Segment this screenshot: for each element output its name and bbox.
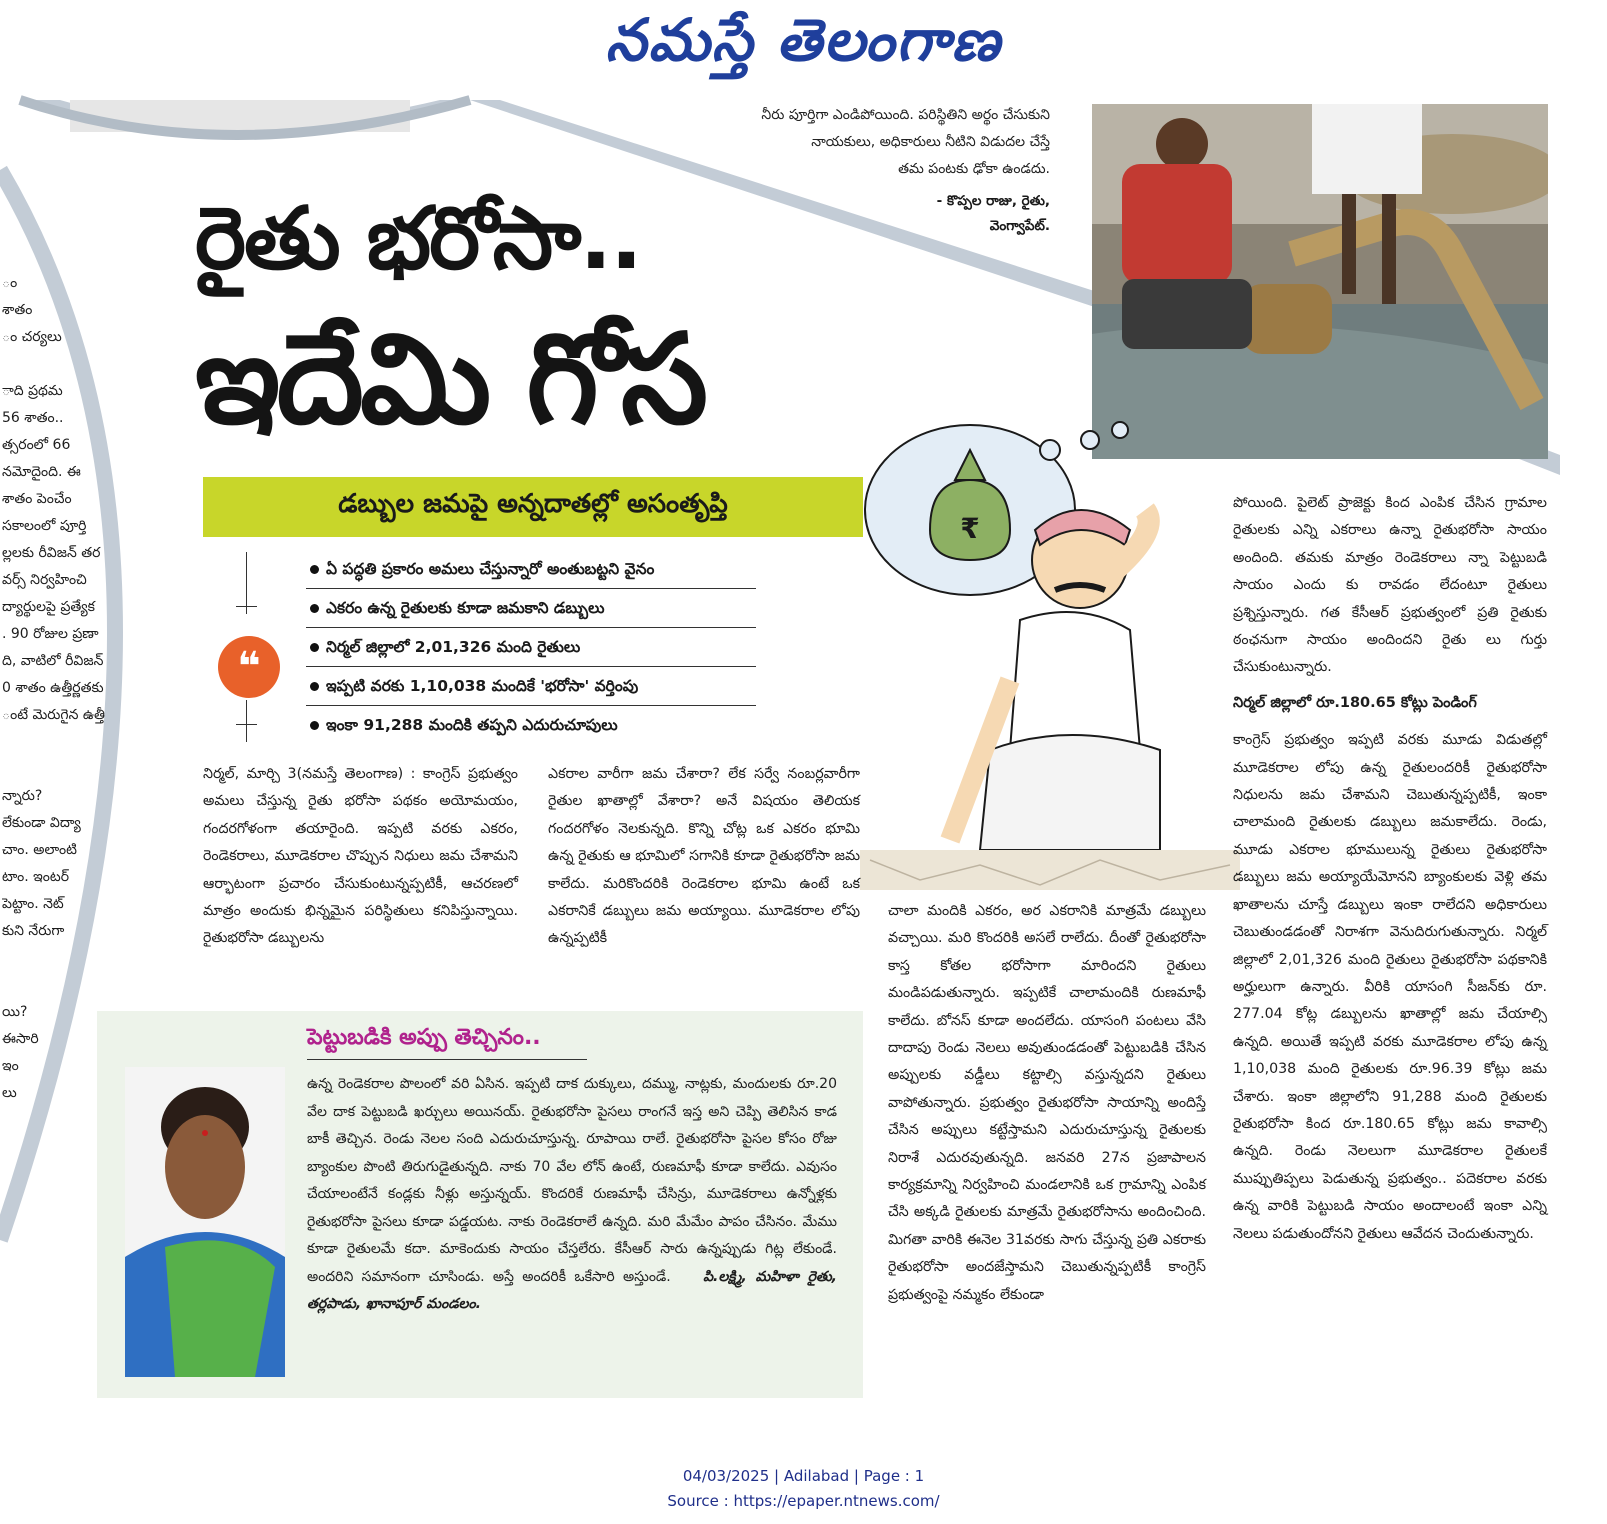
adjacent-article-line: నమోదైంది. ఈ	[2, 464, 81, 480]
key-point: ఎకరం ఉన్న రైతులకు కూడా జమకాని డబ్బులు	[306, 589, 756, 628]
adjacent-article-line	[2, 351, 142, 378]
headline-line1: రైతు భరోసా..	[195, 189, 641, 289]
testimony-title: పెట్టుబడికి అప్పు తెచ్చినం..	[307, 1025, 541, 1050]
adjacent-article-line: న్నారు?	[2, 788, 43, 804]
adjacent-article-line: శాతం పెంచేం	[2, 491, 72, 507]
testimony-text	[307, 1071, 837, 1319]
timeline-tick	[236, 606, 257, 607]
quote-line: తమ పంటకు ఢోకా ఉండదు.	[898, 161, 1050, 177]
masthead-title: నమస్తే తెలంగాణ	[605, 6, 1002, 74]
adjacent-article-line	[2, 729, 142, 756]
quote-line: నీరు పూర్తిగా ఎండిపోయింది. పరిస్థితిని అర్థం చేసుకుని	[761, 107, 1050, 123]
subheadline-text: డబ్బుల జమపై అన్నదాతల్లో అసంతృప్తి	[338, 489, 728, 519]
timeline-tick-lower	[236, 724, 257, 725]
key-point: ఇప్పటి వరకు 1,10,038 మందికే 'భరోసా' వర్తింపు	[306, 667, 756, 706]
adjacent-article-line: శాతం	[2, 302, 33, 318]
adjacent-article-line: టాం. ఇంటర్	[2, 869, 70, 885]
adjacent-article-line: కుని నేరుగా	[2, 923, 65, 939]
article-text: నిర్మల్, మార్చి 3(నమస్తే తెలంగాణ) : కాంగ్రెస్ ప్రభుత్వం అమలు చేస్తున్న రైతు భరోసా పథకం అయోమయం, గందరగోళంగా తయారైంది. ఇప్పటి వరకు ఎకరం, రెండెకరాలు, మూడెకరాల చొప్పున నిధులు జమ చేశామని ఆర్భాటంగా ప్రచారం చేసుకుంటున్నప్పటికీ, ఆచరణలో మాత్రం అందుకు భిన్నమైన పరిస్థితులు కనిపిస్తున్నాయి. రైతుభరోసా డబ్బులను	[203, 766, 518, 947]
article-column-4	[1233, 490, 1547, 1248]
key-points-list	[306, 550, 756, 744]
headline-line2: ఇదేమి గోస	[195, 308, 705, 452]
page-footer	[0, 1464, 1607, 1514]
adjacent-article-line: 0 శాతం ఉత్తీర్ణతకు	[2, 680, 104, 696]
key-point: ఏ పద్ధతి ప్రకారం అమలు చేస్తున్నారో అంతుబట్టని వైనం	[306, 550, 756, 589]
title-underline	[307, 1059, 587, 1060]
key-point: నిర్మల్ జిల్లాలో 2,01,326 మంది రైతులు	[306, 628, 756, 667]
adjacent-article-line: ంటే మెరుగైన ఉత్తీ	[2, 707, 105, 723]
adjacent-article-line: ం చర్యలు	[2, 329, 62, 345]
quote-mark-icon	[218, 636, 280, 698]
rupee-symbol: ₹	[960, 512, 980, 545]
quote-attribution: - కొప్పల రాజు, రైతు,	[936, 193, 1050, 209]
adjacent-article-line: 56 శాతం..	[2, 410, 64, 426]
photo-woman-farmer	[125, 1067, 285, 1377]
article-text: ఎకరాల వారీగా జమ చేశారా? లేక సర్వే నంబర్లవారీగా రైతుల ఖాతాల్లో వేశారా? అనే విషయం తెలియక గందరగోళం నెలకున్నది. కొన్ని చోట్ల ఒక ఎకరం భూమి ఉన్న రైతుకు ఆ భూమిలో సగానికి కూడా రైతుభరోసా జమ కాలేదు. మరికొందరికి రెండెకరాల భూమి ఉంటే ఒక ఎకరానికే డబ్బులు జమ అయ్యాయి. మూడెకరాల లోపు ఉన్నప్పటికీ	[548, 766, 860, 947]
key-point: ఇంకా 91,288 మందికి తప్పని ఎదురుచూపులు	[306, 706, 756, 744]
adjacent-article-line	[2, 972, 142, 999]
farmer-body	[1010, 612, 1140, 750]
article-text: చాలా మందికి ఎకరం, అర ఎకరానికి మాత్రమే డబ్బులు వచ్చాయి. మరి కొందరికి అసలే రాలేదు. దీంతో రైతుభరోసా కాస్త కోతల భరోసాగా మారిందని రైతులు మండిపడుతున్నారు. ఇప్పటికే చాలామందికి రుణమాఫీ కాలేదు. బోనస్ కూడా అందలేదు. యాసంగి పంటలు వేసి దాదాపు రెండు నెలలు అవుతుండడంతో పెట్టుబడికి చేసిన అప్పులకు వడ్డీలు కట్టాల్సి వస్తున్నదని రైతులు వాపోతున్నారు. ప్రభుత్వం రైతుభరోసా సాయాన్ని అందిస్తే చేసిన అప్పులు కట్టేస్తామని ఎదురుచూస్తున్న రైతులకు నిరాశే ఎదురవుతున్నది. జనవరి 27న ప్రజాపాలన కార్యక్రమాన్ని నిర్వహించి మండలానికి ఒక గ్రామాన్ని ఎంపిక చేసి అక్కడి రైతులకు మాత్రమే రైతుభరోసాను అందించింది. మిగతా వారికి ఈనెల 31వరకు సాగు చేస్తున్న ప్రతి ఎకరాకు రైతుభరోసా అందజేస్తామని చెబుతున్నప్పటికీ కాంగ్రెస్ ప్రభుత్వంపై నమ్మకం లేకుండా	[888, 903, 1206, 1303]
cartoon-worried-farmer	[860, 420, 1240, 890]
subheadline-band	[203, 477, 863, 537]
farmer-quote	[600, 102, 1050, 239]
adjacent-article-line: సకాలంలో పూర్తి	[2, 518, 87, 534]
adjacent-article-line: వర్స్ నిర్వహించి	[2, 572, 87, 588]
column-subheading: నిర్మల్ జిల్లాలో రూ.180.65 కోట్లు పెండింగ్	[1233, 694, 1477, 711]
article-column-2	[548, 761, 860, 953]
timeline-line-lower	[246, 700, 247, 742]
adjacent-article-line: ల్లలకు రీవిజన్ తర	[2, 545, 101, 561]
adjacent-article-line: ఈసారి	[2, 1031, 39, 1047]
farmer-testimony-box	[97, 1011, 863, 1398]
adjacent-article-strip	[2, 270, 142, 1107]
footer-source: Source : https://epaper.ntnews.com/	[667, 1492, 940, 1510]
quote-attribution: వెంగ్వాపేట్.	[989, 218, 1050, 234]
adjacent-article-lines	[2, 270, 142, 1107]
article-column-3	[888, 898, 1206, 1309]
adjacent-article-line: పెట్టాం. నెట్	[2, 896, 64, 912]
adjacent-article-line: లు	[2, 1085, 17, 1101]
adjacent-article-line: ఇం	[2, 1058, 19, 1074]
adjacent-article-line: యి?	[2, 1004, 28, 1020]
adjacent-article-line: చాం. అలాంటి	[2, 842, 77, 858]
quote-line: నాయకులు, అధికారులు నీటిని విడుదల చేస్తే	[811, 134, 1050, 150]
timeline-line	[246, 552, 247, 614]
adjacent-article-line: . 90 రోజుల ప్రణా	[2, 626, 99, 642]
article-text: కాంగ్రెస్ ప్రభుత్వం ఇప్పటి వరకు మూడు విడుతల్లో మూడెకరాల లోపు ఉన్న రైతులందరికీ రైతుభరోసా నిధులను జమ చేశామని చెబుతున్నప్పటికీ, ఇంకా చాలామంది రైతులకు డబ్బులు జమకాలేదు. రెండు, మూడు ఎకరాల భూములున్న రైతులు రైతుభరోసా డబ్బులు జమ అయ్యాయేమోనని బ్యాంకులకు వెళ్లి తమ ఖాతాలను చూస్తే డబ్బులు ఇంకా రాలేదని అధికారులు చెబుతుండడంతో నిరాశగా వెనుదిరుగుతున్నారు. నిర్మల్ జిల్లాలో 2,01,326 మంది రైతులు రైతుభరోసా పథకానికి అర్హులుగా ఉన్నారు. వీరికి యాసంగి సీజన్‌కు రూ. 277.04 కోట్ల డబ్బులను ఖాతాల్లో జమ చేయాల్సి ఉన్నది. అయితే ఇప్పటి వరకు మూడెకరాల లోపు ఉన్న 1,10,038 మంది రైతులకు రూ.96.39 కోట్లు జమ చేశారు. ఇంకా జిల్లాలోని 91,288 మంది రైతులకు రైతుభరోసా కింద రూ.180.65 కోట్లు జమ కావాల్సి ఉన్నది. రెండు నెలలుగా మూడెకరాల రైతులకే ముప్పుతిప్పలు పెడుతున్న ప్రభుత్వం.. పదెకరాల వరకు ఉన్న వారికి పెట్టుబడి సాయం అందాలంటే ఇంకా ఎన్ని నెలలు పడుతుందోనని రైతులు ఆవేదన చెందుతున్నారు.	[1233, 732, 1547, 1242]
testimony-body: ఉన్న రెండెకరాల పొలంలో వరి ఏసిన. ఇప్పటి దాక దుక్కులు, దమ్ము, నాట్లకు, మందులకు రూ.20 వేల దాక పెట్టుబడి ఖర్చులు అయినయ్. రైతుభరోసా పైసలు రాంగనే ఇస్త అని చెప్పి తెలిసిన కాడ బాకీ తెచ్చిన. రెండు నెలల సంది ఎదురుచూస్తున్న. రూపాయి రాలే. రైతుభరోసా పైసల కోసం రోజు బ్యాంకుల పొంటి తిరుగుడైతున్నది. నాకు 70 వేల లోన్ ఉంటే, రుణమాఫీ కూడా కాలేదు. ఎవుసం చేయాలంటేనే కండ్లకు నీళ్లు అస్తున్నయ్. కొందరికే రుణమాఫీ చేసిన్రు, మూడెకరాలు ఉన్నోళ్లకు రైతుభరోసా పైసలు కూడా పడ్డయట. నాకు రెండెకరాలే ఉన్నది. మరి మేమేం పాపం చేసినం. మేము కూడా రైతులమే కదా. మాకెందుకు సాయం చేస్తలేరు. కేసీఆర్ సారు ఉన్నప్పుడు గిట్ల లేకుండే. అందరిని సమానంగా చూసిండు. అస్తే అందరికీ ఒకేసారి అస్తుండే.	[307, 1076, 837, 1285]
adjacent-article-line: లేకుండా విద్యా	[2, 815, 81, 831]
adjacent-article-line: ద్యార్థులపై ప్రత్యేక	[2, 599, 95, 615]
cracked-ground	[860, 850, 1240, 890]
article-text: పోయింది. పైలెట్ ప్రాజెక్టు కింద ఎంపిక చేసిన గ్రామాల రైతులకు ఎన్ని ఎకరాలు ఉన్నా రైతుభరోసా సాయం అందింది. తమకు మాత్రం రెండెకరాలు న్నా పెట్టుబడి సాయం ఎందు కు రావడం లేదంటూ రైతులు ప్రశ్నిస్తున్నారు. గత కేసీఆర్ ప్రభుత్వంలో ప్రతి రైతుకు ఠంఛనుగా సాయం అందిందని రైతు లు గుర్తు చేసుకుంటున్నారు.	[1233, 495, 1547, 676]
article-column-1	[203, 761, 518, 953]
adjacent-article-line: త్సరంలో 66	[2, 437, 71, 453]
adjacent-article-line: ాది ప్రథమ	[2, 383, 63, 399]
testimony-attribution: పి.లక్ష్మి, మహిళా రైతు, తర్లపాడు, ఖానాపూర్ మండలం.	[307, 1268, 837, 1312]
adjacent-article-line: ం	[2, 275, 18, 291]
quote-mark-glyph: ❝	[237, 644, 261, 690]
adjacent-article-line: ది, వాటిలో రీవిజన్	[2, 653, 104, 669]
adjacent-article-line	[2, 945, 142, 972]
footer-date-edition: 04/03/2025 | Adilabad | Page : 1	[682, 1467, 925, 1485]
adjacent-article-line	[2, 756, 142, 783]
photo-farmer-pump	[1092, 104, 1548, 459]
